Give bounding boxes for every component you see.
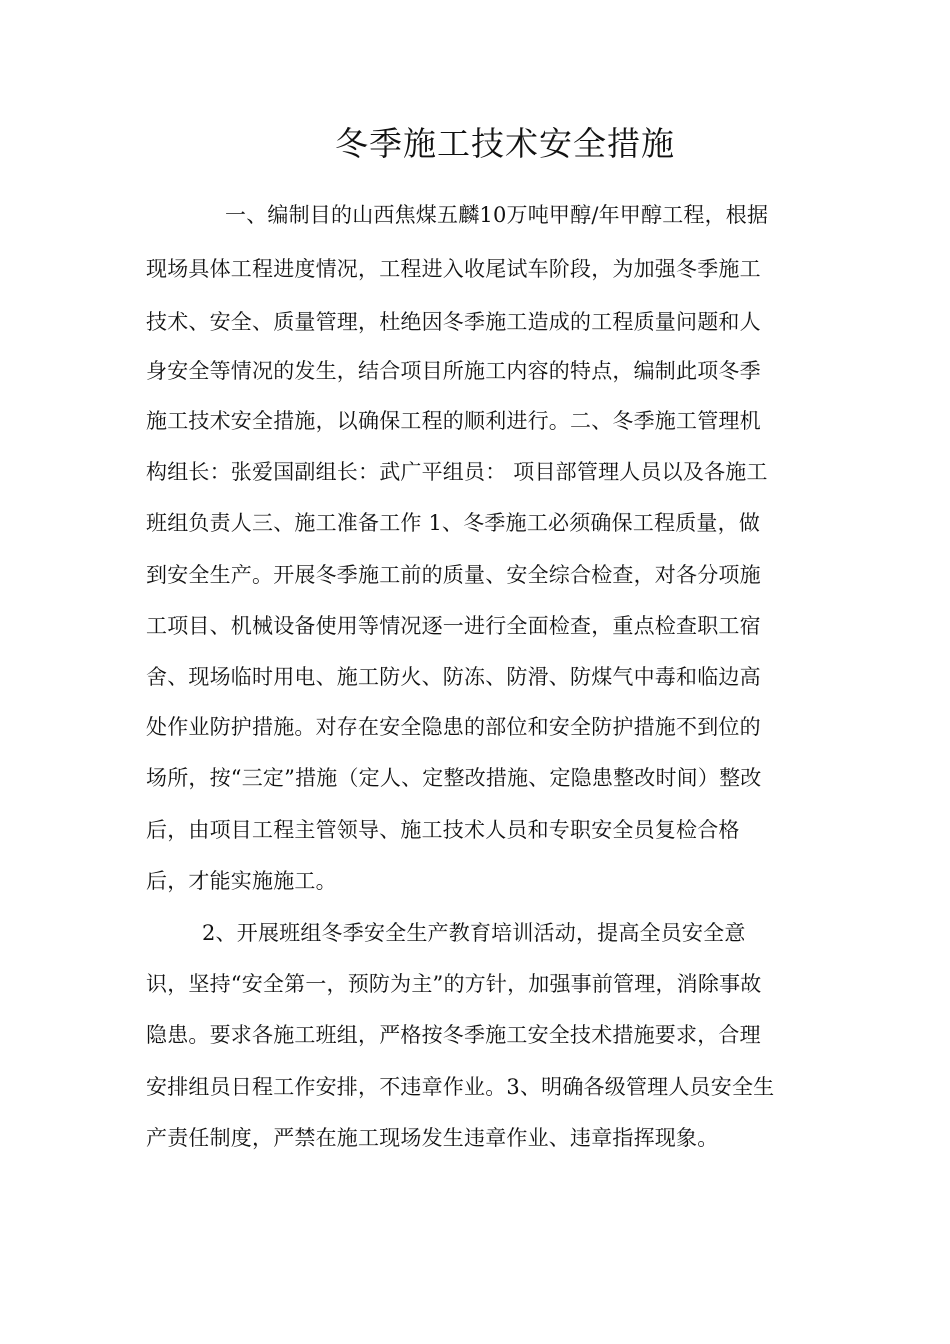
paragraph-line: 技术、安全、质量管理，杜绝因冬季施工造成的工程质量问题和人 [146,310,761,334]
paragraph-line: 安排组员日程工作安排，不违章作业。3、明确各级管理人员安全生 [146,1075,775,1099]
paragraph-line: 2、开展班组冬季安全生产教育培训活动，提高全员安全意 [202,921,746,945]
paragraph-line: 到安全生产。开展冬季施工前的质量、安全综合检查，对各分项施 [146,563,761,587]
paragraph-line: 识，坚持“安全第一，预防为主”的方针，加强事前管理，消除事故 [146,972,762,996]
paragraph-line: 构组长：张爱国副组长：武广平组员： 项目部管理人员以及各施工 [146,460,768,484]
paragraph-line: 处作业防护措施。对存在安全隐患的部位和安全防护措施不到位的 [146,715,761,739]
paragraph-line: 一、编制目的山西焦煤五麟10万吨甲醇/年甲醇工程，根据 [225,203,769,227]
paragraph-line: 场所，按“三定”措施（定人、定整改措施、定隐患整改时间）整改 [146,766,762,790]
paragraph-line: 隐患。要求各施工班组，严格按冬季施工安全技术措施要求，合理 [146,1023,761,1047]
document-title: 冬季施工技术安全措施 [335,124,675,163]
paragraph-line: 现场具体工程进度情况，工程进入收尾试车阶段，为加强冬季施工 [146,257,761,281]
paragraph-line: 舍、现场临时用电、施工防火、防冻、防滑、防煤气中毒和临边高 [146,665,761,689]
paragraph-line: 工项目、机械设备使用等情况逐一进行全面检查，重点检查职工宿 [146,614,761,638]
paragraph-line: 后，才能实施施工。 [146,869,337,893]
paragraph-line: 产责任制度，严禁在施工现场发生违章作业、违章指挥现象。 [146,1126,719,1150]
paragraph-line: 施工技术安全措施，以确保工程的顺利进行。二、冬季施工管理机 [146,409,761,433]
paragraph-line: 班组负责人三、施工准备工作 1、冬季施工必须确保工程质量，做 [146,511,761,535]
paragraph-line: 后，由项目工程主管领导、施工技术人员和专职安全员复检合格 [146,818,740,842]
paragraph-line: 身安全等情况的发生，结合项目所施工内容的特点，编制此项冬季 [146,359,761,383]
